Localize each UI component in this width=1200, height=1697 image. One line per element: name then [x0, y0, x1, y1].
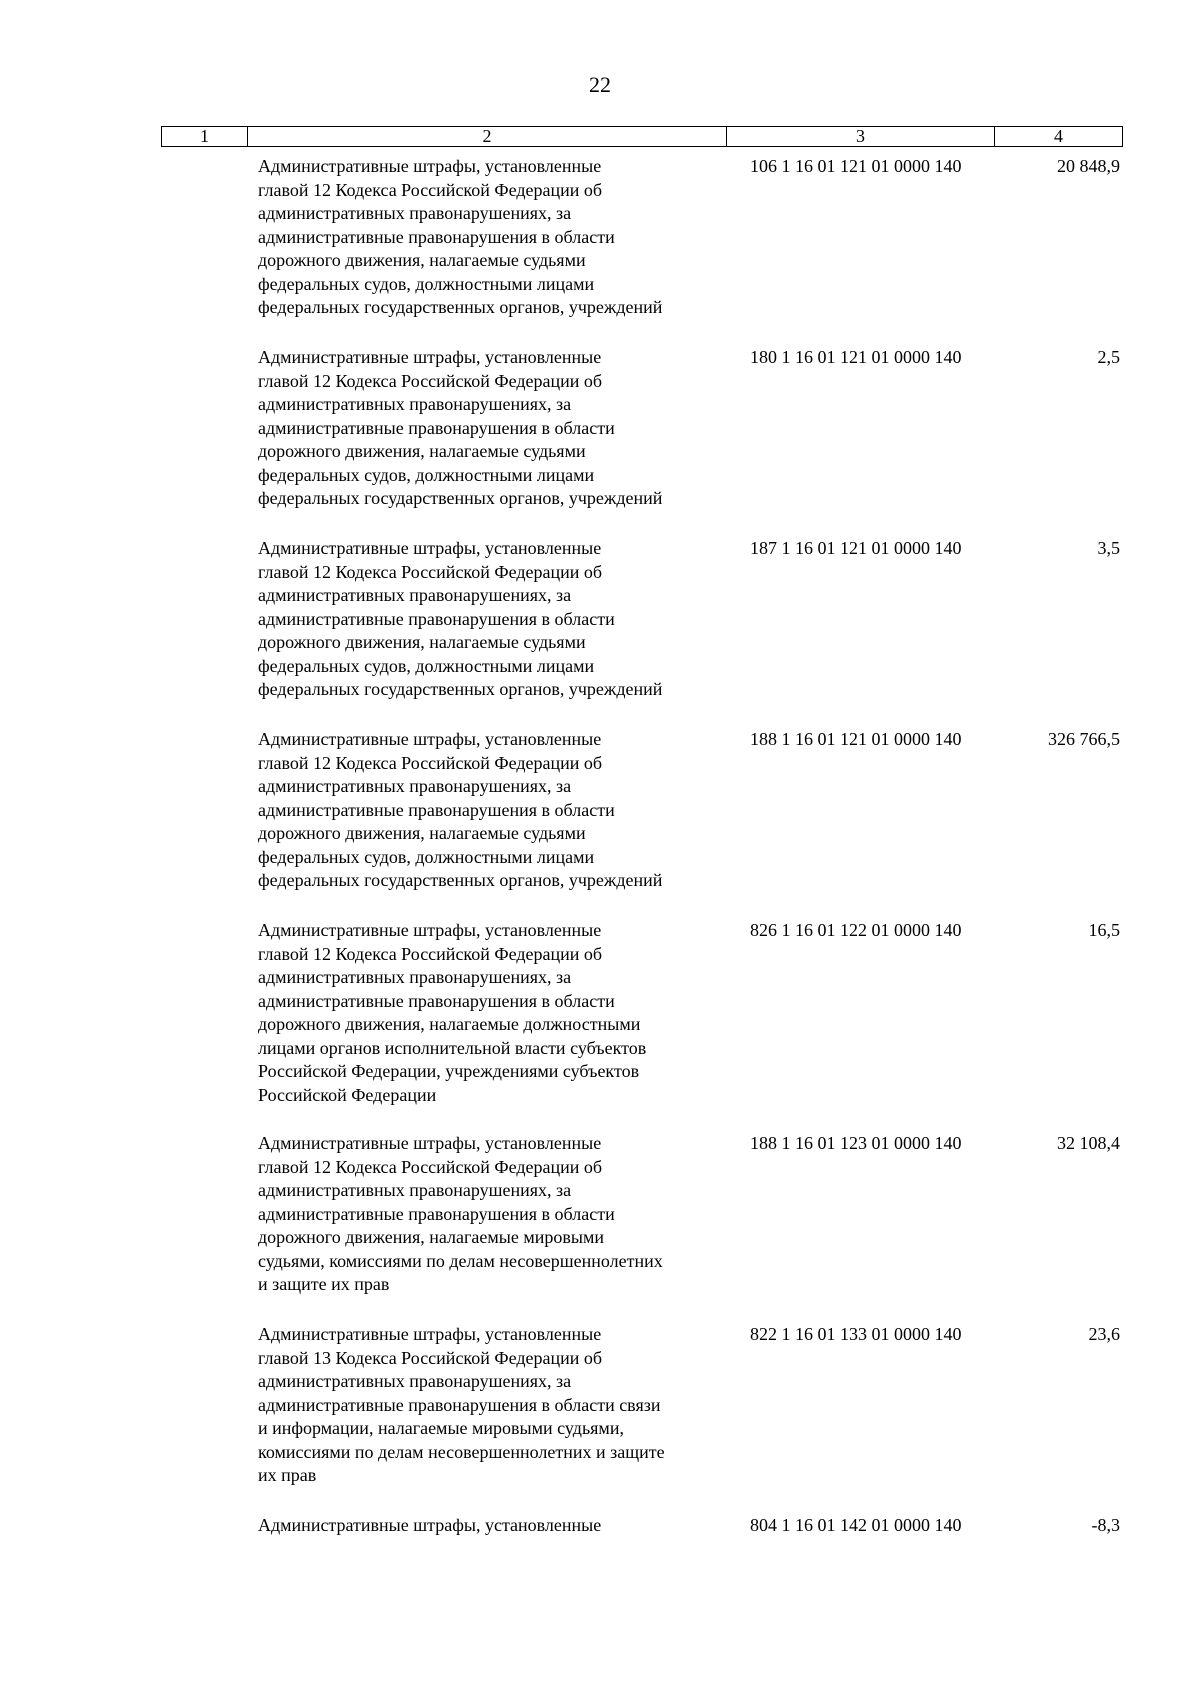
- row-budget-code: 180 1 16 01 121 01 0000 140: [750, 347, 962, 367]
- row-amount: 23,6: [1088, 1324, 1120, 1344]
- column-header-3: 3: [727, 127, 995, 147]
- table-row: [0, 346, 1200, 537]
- column-header-4: 4: [995, 127, 1123, 147]
- table-row: [0, 1323, 1200, 1514]
- row-description: Административные штрафы, установленные главой 12 Кодекса Российской Федерации об административных правонарушениях, за административные правонарушения в области дорожного движения, налагаемые судьями федеральных судов, должностными лицами федеральных государственных органов, учреждений: [258, 156, 663, 317]
- table-row: [0, 537, 1200, 728]
- row-budget-code: 188 1 16 01 121 01 0000 140: [750, 729, 962, 749]
- table-row: [0, 1514, 1200, 1554]
- row-budget-code: 822 1 16 01 133 01 0000 140: [750, 1324, 962, 1344]
- row-description: Административные штрафы, установленные главой 12 Кодекса Российской Федерации об административных правонарушениях, за административные правонарушения в области дорожного движения, налагаемые должностными лицами органов исполнительной власти субъектов Российской Федерации, учреждениями субъектов Российской Федерации: [258, 920, 647, 1105]
- table-row: [0, 155, 1200, 346]
- row-description: Административные штрафы, установленные главой 12 Кодекса Российской Федерации об административных правонарушениях, за административные правонарушения в области дорожного движения, налагаемые судьями федеральных судов, должностными лицами федеральных государственных органов, учреждений: [258, 538, 663, 699]
- row-description: Административные штрафы, установленные главой 12 Кодекса Российской Федерации об административных правонарушениях, за административные правонарушения в области дорожного движения, налагаемые мировыми судьями, комиссиями по делам несовершеннолетних и защите их прав: [258, 1133, 663, 1294]
- table-body: [0, 155, 1200, 1554]
- row-description: Административные штрафы, установленные главой 12 Кодекса Российской Федерации об административных правонарушениях, за административные правонарушения в области дорожного движения, налагаемые судьями федеральных судов, должностными лицами федеральных государственных органов, учреждений: [258, 347, 663, 508]
- row-amount: -8,3: [1091, 1515, 1120, 1535]
- column-header-row: [162, 127, 1123, 147]
- row-budget-code: 804 1 16 01 142 01 0000 140: [750, 1515, 962, 1535]
- row-amount: 2,5: [1097, 347, 1120, 367]
- row-amount: 20 848,9: [1057, 156, 1120, 176]
- row-budget-code: 826 1 16 01 122 01 0000 140: [750, 920, 962, 940]
- row-description: Административные штрафы, установленные главой 12 Кодекса Российской Федерации об административных правонарушениях, за административные правонарушения в области дорожного движения, налагаемые судьями федеральных судов, должностными лицами федеральных государственных органов, учреждений: [258, 729, 663, 890]
- row-description: Административные штрафы, установленные главой 13 Кодекса Российской Федерации об административных правонарушениях, за административные правонарушения в области связи и информации, налагаемые мировыми судьями, комиссиями по делам несовершеннолетних и защите их прав: [258, 1324, 665, 1485]
- table-row: [0, 728, 1200, 919]
- row-budget-code: 187 1 16 01 121 01 0000 140: [750, 538, 962, 558]
- row-budget-code: 188 1 16 01 123 01 0000 140: [750, 1133, 962, 1153]
- row-amount: 32 108,4: [1057, 1133, 1120, 1153]
- row-budget-code: 106 1 16 01 121 01 0000 140: [750, 156, 962, 176]
- row-amount: 326 766,5: [1048, 729, 1120, 749]
- row-amount: 16,5: [1088, 920, 1120, 940]
- table-row: [0, 919, 1200, 1132]
- page-number: 22: [589, 72, 611, 97]
- column-header-2: 2: [248, 127, 727, 147]
- row-amount: 3,5: [1097, 538, 1120, 558]
- column-header-table: [161, 126, 1123, 147]
- column-header-1: 1: [162, 127, 248, 147]
- table-row: [0, 1132, 1200, 1323]
- row-description: Административные штрафы, установленные: [258, 1515, 602, 1535]
